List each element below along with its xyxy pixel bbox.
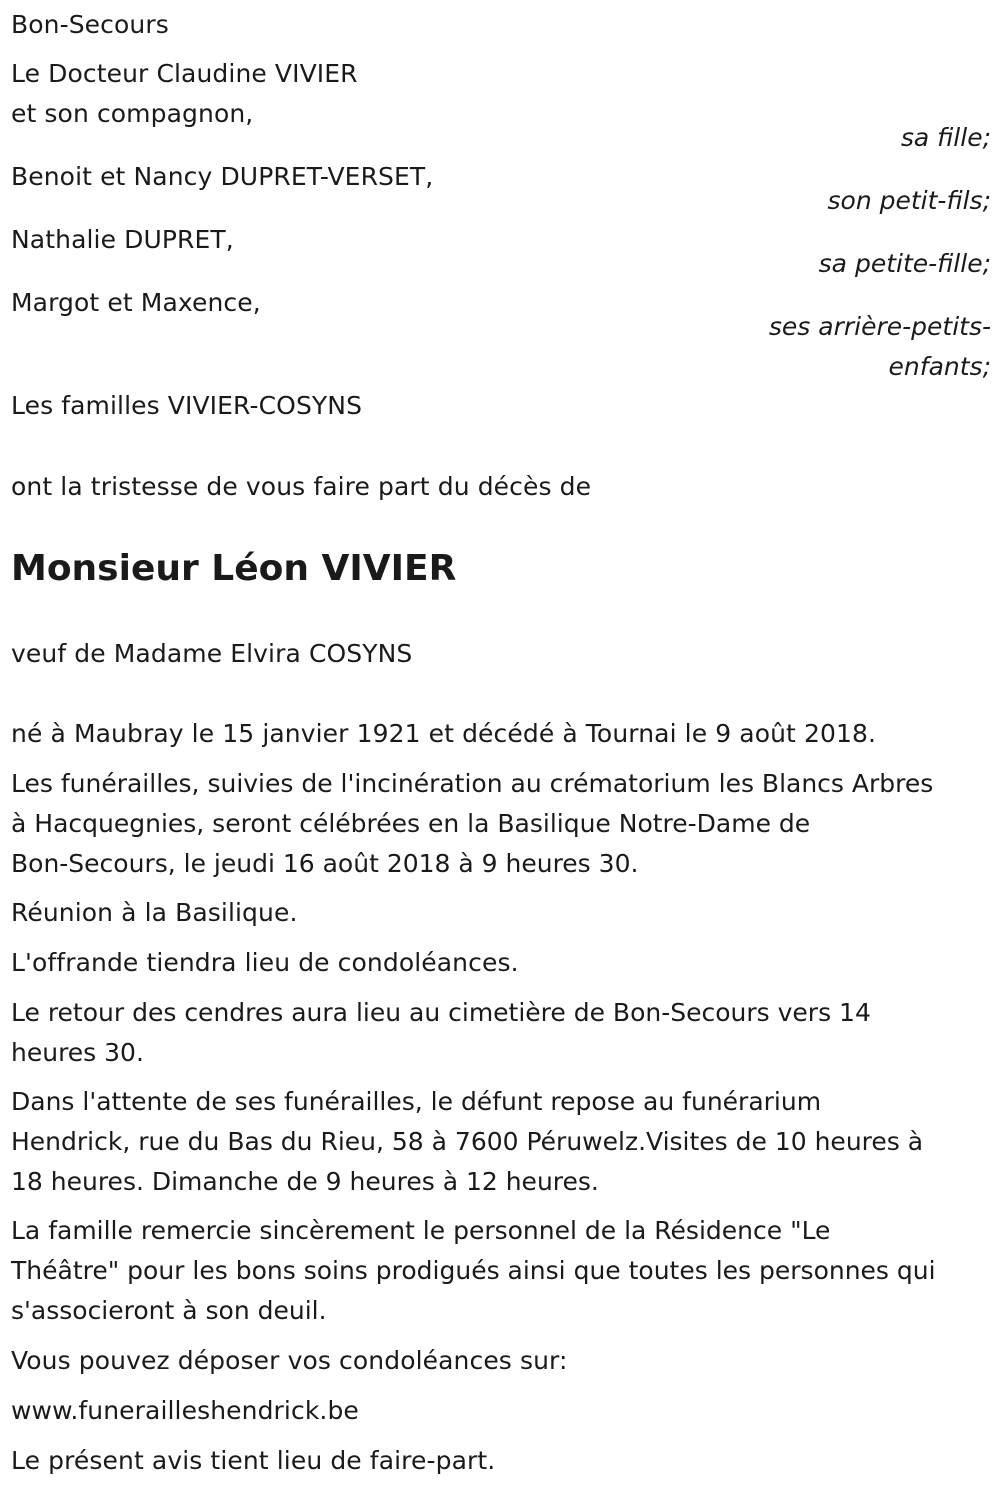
condolences-line: Vous pouvez déposer vos condoléances sur: bbox=[11, 1346, 568, 1375]
relation-daughter: sa fille; bbox=[900, 123, 991, 152]
meeting-line: Réunion à la Basilique. bbox=[11, 898, 298, 927]
widower-line: veuf de Madame Elvira COSYNS bbox=[11, 639, 413, 668]
relation-great-grandchildren: ses arrière-petits- bbox=[768, 312, 991, 341]
family-member-grandson: Benoit et Nancy DUPRET-VERSET, bbox=[11, 162, 434, 191]
birth-death-line: né à Maubray le 15 janvier 1921 et décédé à Tournai le 9 août 2018. bbox=[11, 719, 877, 748]
deceased-name: Monsieur Léon VIVIER bbox=[11, 548, 457, 589]
funeral-paragraph bbox=[11, 764, 933, 884]
relation-great-grandchildren-cont: enfants; bbox=[888, 352, 991, 381]
family-member-granddaughter: Nathalie DUPRET, bbox=[11, 225, 234, 254]
family-member-great-grandchildren: Margot et Maxence, bbox=[11, 288, 261, 317]
rest-line: 18 heures. Dimanche de 9 heures à 12 heures. bbox=[11, 1167, 599, 1196]
rest-line: Dans l'attente de ses funérailles, le défunt repose au funérarium bbox=[11, 1087, 822, 1116]
funeral-line: Les funérailles, suivies de l'incinération au crématorium les Blancs Arbres bbox=[11, 769, 934, 798]
funeral-line: à Hacquegnies, seront célébrées en la Basilique Notre-Dame de bbox=[11, 809, 811, 838]
offering-line: L'offrande tiendra lieu de condoléances. bbox=[11, 948, 519, 977]
relation-grandson: son petit-fils; bbox=[827, 186, 991, 215]
place-line: Bon-Secours bbox=[11, 10, 169, 39]
thanks-paragraph bbox=[11, 1211, 936, 1331]
thanks-line: Théâtre" pour les bons soins prodigués ainsi que toutes les personnes qui bbox=[11, 1256, 936, 1285]
family-member-daughter: Le Docteur Claudine VIVIER bbox=[11, 59, 358, 88]
ashes-paragraph bbox=[11, 993, 871, 1073]
thanks-line: La famille remercie sincèrement le personnel de la Résidence "Le bbox=[11, 1216, 831, 1245]
rest-paragraph bbox=[11, 1082, 923, 1202]
relation-granddaughter: sa petite-fille; bbox=[818, 249, 991, 278]
announcement-line: ont la tristesse de vous faire part du décès de bbox=[11, 472, 592, 501]
family-member-daughter-companion: et son compagnon, bbox=[11, 99, 254, 128]
funeral-line: Bon-Secours, le jeudi 16 août 2018 à 9 heures 30. bbox=[11, 849, 639, 878]
website-text: www.funerailleshendrick.be bbox=[11, 1396, 359, 1425]
rest-line: Hendrick, rue du Bas du Rieu, 58 à 7600 Péruwelz.Visites de 10 heures à bbox=[11, 1127, 924, 1156]
ashes-line: Le retour des cendres aura lieu au cimetière de Bon-Secours vers 14 bbox=[11, 998, 871, 1027]
thanks-line: s'associeront à son deuil. bbox=[11, 1296, 327, 1325]
closing-line: Le présent avis tient lieu de faire-part. bbox=[11, 1446, 496, 1475]
family-group-vivier-cosyns: Les familles VIVIER-COSYNS bbox=[11, 391, 363, 420]
ashes-line: heures 30. bbox=[11, 1038, 144, 1067]
